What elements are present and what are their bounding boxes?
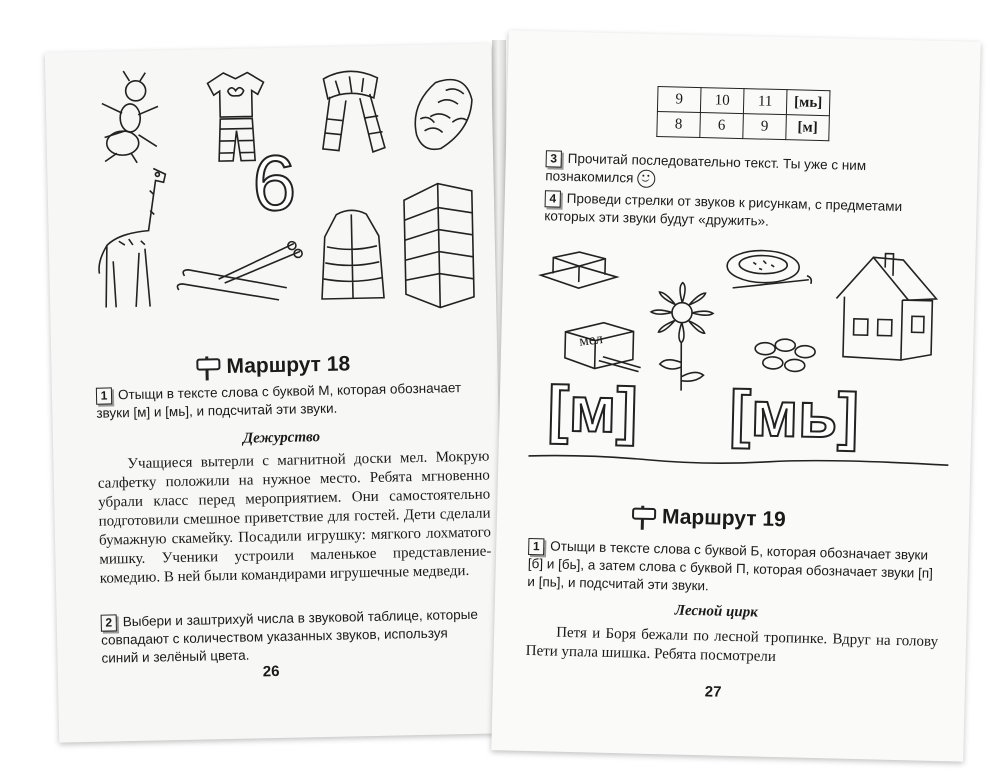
daisy-picture <box>645 282 718 394</box>
task-4-text: Проведи стрелки от звуков к рисункам, с предметами которых эти звуки будут «дружить». <box>544 190 903 229</box>
task-4-right <box>544 189 945 235</box>
page-number-26: 26 <box>262 662 280 681</box>
big-digit-six: 6 <box>251 138 297 228</box>
table-cell: 9 <box>657 87 701 113</box>
sound-table <box>656 86 830 141</box>
smiley-icon <box>637 170 655 188</box>
soup-plate-picture <box>722 244 813 301</box>
route-18-title: Маршрут 18 <box>226 352 351 379</box>
task-2-left <box>101 606 488 668</box>
route-19-title: Маршрут 19 <box>661 505 787 532</box>
giraffe-picture <box>87 160 180 312</box>
task-number: 1 <box>96 387 112 404</box>
left-page <box>45 43 505 742</box>
task-1-right <box>527 537 938 601</box>
story-paragraph: Петя и Боря бежали по лесной тропинке. Вдруг на голову Пети упала шишка. Ребята посмотрели <box>525 624 939 666</box>
table-row <box>657 111 830 140</box>
story-title-forest-circus: Лесной цирк <box>674 602 759 621</box>
table-cell: 8 <box>657 111 701 137</box>
table-cell: 9 <box>743 114 787 140</box>
right-page <box>491 30 980 761</box>
signpost-icon <box>196 354 219 380</box>
table-cell: 10 <box>700 88 744 114</box>
route-18-heading <box>196 351 350 380</box>
task-number: 2 <box>101 614 117 631</box>
scarf-picture <box>315 68 387 159</box>
chalk-label: мел <box>578 331 604 350</box>
story-text-duty <box>97 448 492 589</box>
table-cell: [мь] <box>786 90 830 116</box>
task-1-text-right: Отыщи в тексте слова с буквой Б, которая обозначает звуки [б] и [бь], а затем слова с буквой П, которая обозначает звуки [п] и [пь], и подсчитай эти звуки. <box>527 538 934 594</box>
story-paragraph: Учащиеся вытерли с магнитной доски мел. Мокрую салфетку положили на нужное место. Ребята мгновенно убрали класс перед мероприятием. Они самостоятельно подготовили смешное приветствие для гостей. Дети сделали бумажную скамейку. Посадили игрушку: мягкого лохматого мишку. Ученики устроили маленькое представление-комедию. В ней были командирами игрушечные медведи. <box>97 448 492 587</box>
sound-m-characters: [м] <box>546 372 639 447</box>
pine-cone-picture <box>405 74 477 155</box>
route-19-heading <box>632 503 786 533</box>
task-number: 3 <box>546 150 562 167</box>
sound-mj-characters: [мь] <box>728 376 860 452</box>
table-cell: 11 <box>743 89 787 115</box>
shelf-picture <box>398 179 481 311</box>
page-number-27: 27 <box>704 683 722 701</box>
ground-line <box>528 451 948 471</box>
ant-picture <box>93 72 165 163</box>
task-1-left <box>96 379 483 423</box>
table-cell: [м] <box>786 115 830 141</box>
seeds-picture <box>751 334 822 376</box>
table-cell: 6 <box>700 113 744 139</box>
fur-coat-picture <box>316 206 388 307</box>
task-number: 4 <box>545 190 561 207</box>
house-picture <box>831 248 944 366</box>
signpost-icon <box>632 503 655 530</box>
story-title-duty: Дежурство <box>242 429 321 447</box>
butter-dish-picture <box>539 241 620 293</box>
task-3-text: Прочитай последовательно текст. Ты уже с ним познакомился <box>545 150 867 186</box>
task-2-text: Выбери и заштрихуй числа в звуковой таблице, которые совпадают с количеством указанных звуков, используя синий и зелёный цвета. <box>100 606 479 666</box>
task-3-right <box>545 149 946 195</box>
task-number: 1 <box>528 538 544 555</box>
skis-picture <box>174 237 305 310</box>
story-text-forest-circus <box>525 623 938 671</box>
task-1-text: Отыщи в тексте слова с буквой М, которая обозначает звуки [м] и [мь], и подсчитай эти звуки. <box>96 380 462 421</box>
